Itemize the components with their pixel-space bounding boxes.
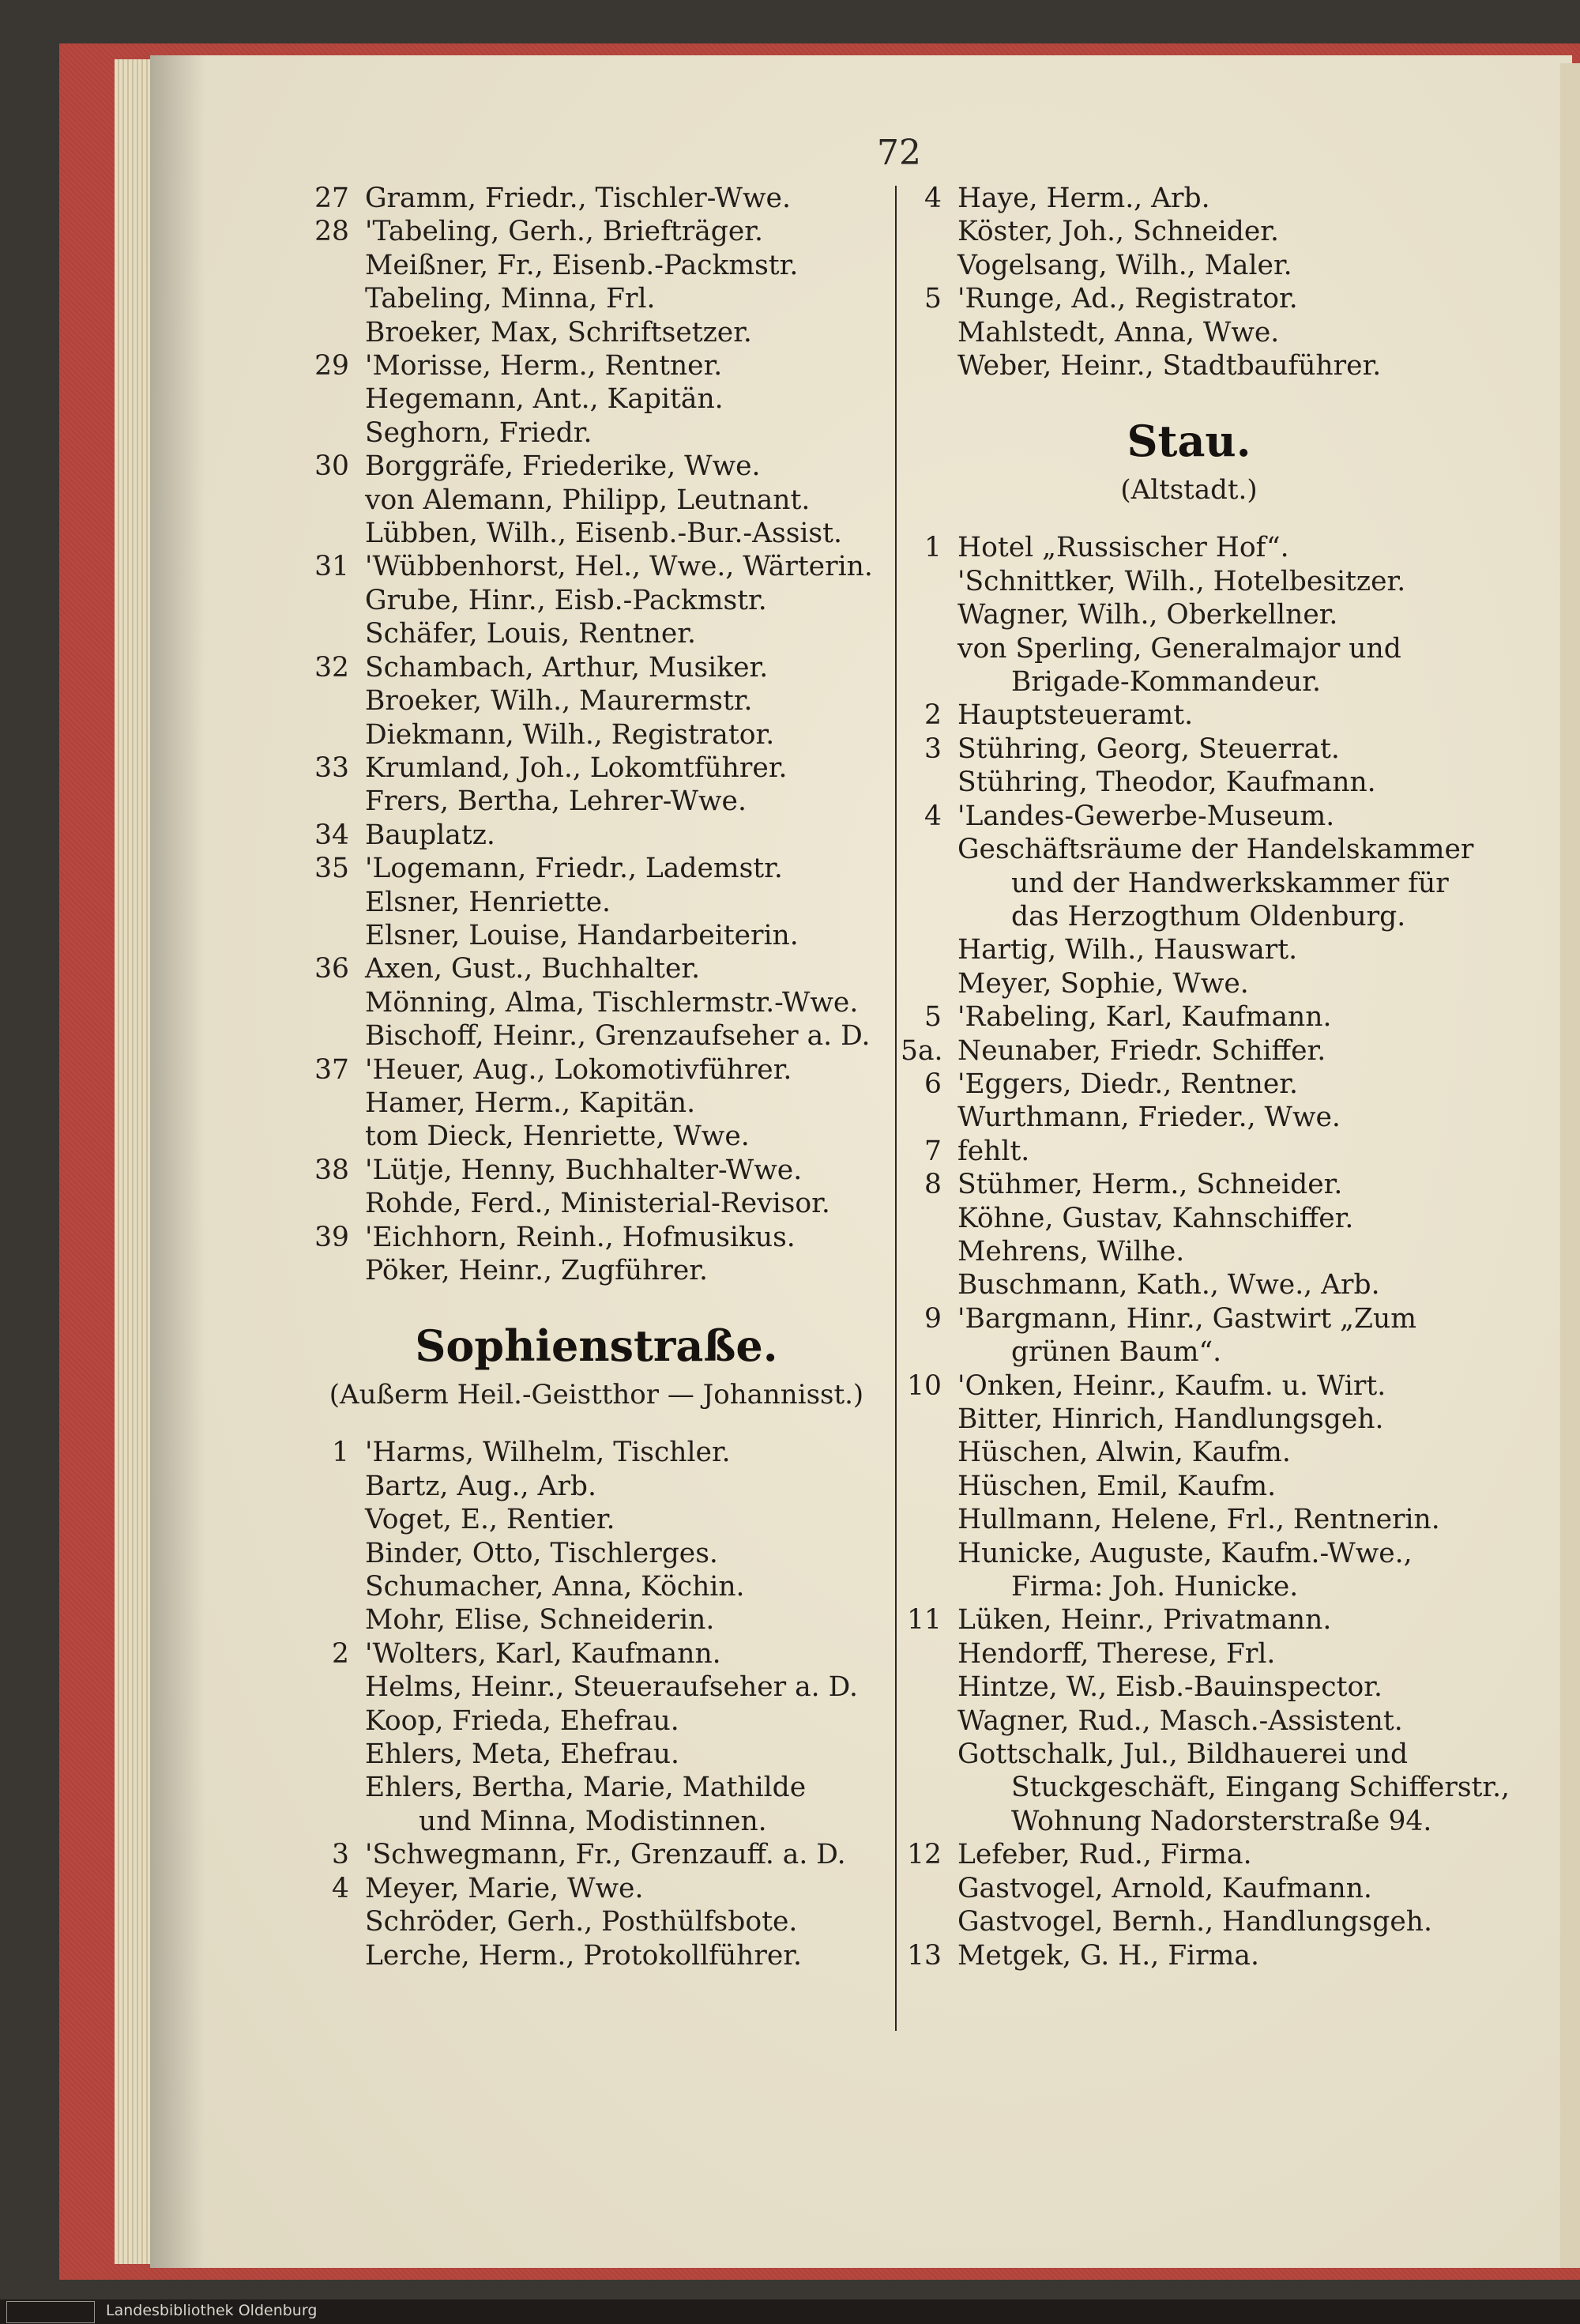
house-number: 29 <box>314 350 349 382</box>
directory-entry <box>308 1019 885 1053</box>
house-number: 37 <box>314 1053 349 1086</box>
house-number: 2 <box>924 699 942 732</box>
directory-entry <box>901 1805 1477 1838</box>
directory-entry <box>308 1120 885 1153</box>
directory-entry <box>901 598 1477 631</box>
resident-text: 'Onken, Heinr., Kaufm. u. Wirt. <box>957 1369 1386 1402</box>
resident-text: Hüschen, Emil, Kaufm. <box>957 1470 1277 1502</box>
directory-entry <box>901 1570 1477 1603</box>
resident-text: Hauptsteueramt. <box>957 699 1194 732</box>
directory-entry <box>308 1187 885 1220</box>
resident-text: 'Heuer, Aug., Lokomotivführer. <box>365 1053 792 1086</box>
resident-text: Wurthmann, Frieder., Wwe. <box>957 1102 1341 1134</box>
directory-entry <box>901 1738 1477 1771</box>
gutter-shadow <box>150 55 205 2268</box>
directory-entry <box>901 1637 1477 1670</box>
directory-entry <box>901 1403 1477 1436</box>
resident-text: Hegemann, Ant., Kapitän. <box>365 383 724 416</box>
house-number: 36 <box>314 953 349 985</box>
resident-text: Binder, Otto, Tischlerges. <box>365 1537 718 1569</box>
house-number: 6 <box>924 1068 942 1100</box>
directory-entry <box>308 651 885 684</box>
resident-text: Hamer, Herm., Kapitän. <box>365 1087 696 1119</box>
directory-entry <box>901 1034 1477 1068</box>
house-number: 31 <box>314 551 349 583</box>
directory-entry <box>308 952 885 985</box>
house-number: 4 <box>924 183 942 214</box>
resident-text: Weber, Heinr., Stadtbauführer. <box>957 350 1382 382</box>
directory-entry <box>308 382 885 416</box>
directory-entry <box>308 584 885 617</box>
directory-entry <box>901 249 1477 282</box>
directory-entry <box>901 1135 1477 1168</box>
resident-text: Schäfer, Louis, Rentner. <box>365 618 696 650</box>
directory-entry <box>308 517 885 550</box>
resident-text: Meißner, Fr., Eisenb.-Packmstr. <box>365 249 799 281</box>
resident-text: tom Dieck, Henriette, Wwe. <box>365 1121 750 1153</box>
house-number: 5 <box>924 1001 942 1034</box>
resident-text: 'Logemann, Friedr., Lademstr. <box>365 853 783 885</box>
section-subheading-sophienstrasse: (Außerm Heil.-Geistthor — Johannisst.) <box>329 1379 864 1411</box>
directory-entry <box>308 1838 885 1871</box>
resident-text: Hullmann, Helene, Frl., Rentnerin. <box>957 1504 1440 1536</box>
directory-entry <box>901 1771 1510 1804</box>
house-number: 3 <box>924 733 942 765</box>
directory-entry <box>308 182 885 215</box>
house-number: 11 <box>907 1604 942 1637</box>
resident-text: 'Tabeling, Gerh., Briefträger. <box>365 216 763 248</box>
resident-text: Köhne, Gustav, Kahnschiffer. <box>957 1202 1354 1234</box>
resident-text: Elsner, Henriette. <box>365 886 611 918</box>
directory-entry <box>308 249 885 282</box>
resident-text: Ehlers, Meta, Ehefrau. <box>365 1738 679 1771</box>
resident-text: Haye, Herm., Arb. <box>957 183 1210 214</box>
stau-entries-list <box>901 531 1510 1972</box>
resident-text: 'Rabeling, Karl, Kaufmann. <box>957 1001 1332 1034</box>
house-number: 33 <box>314 751 349 784</box>
directory-entry <box>901 1101 1477 1134</box>
resident-text: grünen Baum“. <box>1011 1336 1222 1369</box>
resident-text: Firma: Joh. Hunicke. <box>1011 1571 1299 1603</box>
house-number: 38 <box>314 1154 349 1186</box>
directory-entry <box>901 1369 1477 1403</box>
directory-entry <box>901 699 1477 732</box>
directory-entry <box>308 1154 885 1187</box>
resident-text: Wagner, Wilh., Oberkellner. <box>957 599 1338 631</box>
resident-text: Pöker, Heinr., Zugführer. <box>365 1255 708 1286</box>
resident-text: Borggräfe, Friederike, Wwe. <box>365 450 761 483</box>
resident-text: Wagner, Rud., Masch.-Assistent. <box>957 1704 1403 1737</box>
resident-text: Koop, Frieda, Ehefrau. <box>365 1704 679 1737</box>
resident-text: Gottschalk, Jul., Bildhauerei und <box>957 1738 1409 1771</box>
resident-text: Broeker, Wilh., Maurermstr. <box>365 685 753 718</box>
directory-entry <box>308 1254 885 1287</box>
directory-entry <box>901 1335 1477 1369</box>
directory-entry <box>308 819 885 852</box>
directory-entry <box>901 833 1477 866</box>
house-number: 13 <box>907 1939 942 1972</box>
house-number: 28 <box>314 216 349 248</box>
directory-entry <box>901 766 1477 799</box>
resident-text: 'Wübbenhorst, Hel., Wwe., Wärterin. <box>365 551 873 583</box>
directory-entry <box>901 1537 1477 1570</box>
directory-entry <box>901 1939 1477 1972</box>
resident-text: 'Eichhorn, Reinh., Hofmusikus. <box>365 1221 796 1253</box>
directory-entry <box>901 1436 1477 1469</box>
resident-text: 'Wolters, Karl, Kaufmann. <box>365 1637 721 1670</box>
directory-entry <box>308 1939 885 1972</box>
directory-entry <box>901 215 1477 248</box>
resident-text: Bartz, Aug., Arb. <box>365 1470 596 1502</box>
directory-entry <box>901 316 1477 349</box>
house-number: 4 <box>332 1872 349 1904</box>
resident-text: Meyer, Sophie, Wwe. <box>957 967 1249 1000</box>
resident-text: 'Landes-Gewerbe-Museum. <box>957 800 1335 832</box>
resident-text: Stühring, Georg, Steuerrat. <box>957 733 1340 765</box>
house-number: 7 <box>924 1135 942 1167</box>
house-number: 8 <box>924 1169 942 1201</box>
resident-text: Stühmer, Herm., Schneider. <box>957 1169 1343 1201</box>
directory-entry <box>308 1570 885 1603</box>
house-number: 12 <box>907 1839 942 1871</box>
resident-text: das Herzogthum Oldenburg. <box>1011 900 1406 932</box>
sophienstrasse-entries-list <box>308 1436 885 1972</box>
directory-entry <box>901 933 1477 966</box>
resident-text: Axen, Gust., Buchhalter. <box>365 953 701 985</box>
resident-text: 'Runge, Ad., Registrator. <box>957 283 1298 315</box>
directory-entry <box>308 484 885 517</box>
directory-entry <box>901 1905 1477 1938</box>
facing-page-edge <box>1560 63 1580 2268</box>
resident-text: 'Harms, Wilhelm, Tischler. <box>365 1437 731 1469</box>
directory-entry <box>308 1436 885 1469</box>
directory-entry <box>901 800 1477 833</box>
house-number: 10 <box>907 1369 942 1402</box>
directory-entry <box>901 665 1477 699</box>
house-number: 9 <box>924 1302 942 1335</box>
resident-text: Elsner, Louise, Handarbeiterin. <box>365 919 799 951</box>
directory-entry <box>308 852 885 885</box>
resident-text: Schumacher, Anna, Köchin. <box>365 1571 745 1603</box>
house-number: 39 <box>314 1221 349 1253</box>
resident-text: von Alemann, Philipp, Leutnant. <box>365 484 811 516</box>
directory-entry <box>901 1202 1477 1235</box>
directory-entry <box>901 1302 1477 1335</box>
library-name: Landesbibliothek Oldenburg <box>106 2302 318 2319</box>
resident-text: Neunaber, Friedr. Schiffer. <box>957 1034 1326 1067</box>
section-heading-stau: Stau. <box>1127 416 1251 467</box>
directory-entry <box>308 1470 885 1503</box>
resident-text: Geschäftsräume der Handelskammer <box>957 834 1474 866</box>
resident-text: 'Schwegmann, Fr., Grenzauff. a. D. <box>365 1839 846 1871</box>
house-number: 35 <box>314 853 349 885</box>
resident-text: Buschmann, Kath., Wwe., Arb. <box>957 1269 1380 1301</box>
directory-entry <box>308 1053 885 1087</box>
resident-text: Hintze, W., Eisb.-Bauinspector. <box>957 1671 1382 1704</box>
resident-text: und Minna, Modistinnen. <box>419 1805 767 1837</box>
resident-text: Lüken, Heinr., Privatmann. <box>957 1604 1332 1637</box>
right-top-entries-list <box>901 182 1477 382</box>
resident-text: 'Lütje, Henny, Buchhalter-Wwe. <box>365 1154 803 1186</box>
directory-entry <box>901 733 1477 766</box>
directory-entry <box>308 349 885 382</box>
resident-text: Seghorn, Friedr. <box>365 416 592 449</box>
house-number: 27 <box>314 183 349 214</box>
resident-text: Gramm, Friedr., Tischler-Wwe. <box>365 183 791 214</box>
directory-entry <box>308 1637 885 1670</box>
house-number: 30 <box>314 450 349 483</box>
directory-entry <box>308 1905 885 1938</box>
column-divider <box>895 186 897 2031</box>
directory-entry <box>901 1268 1477 1301</box>
resident-text: Voget, E., Rentier. <box>365 1504 615 1536</box>
resident-text: Gastvogel, Bernh., Handlungsgeh. <box>957 1906 1432 1938</box>
section-heading-sophienstrasse: Sophienstraße. <box>415 1320 778 1372</box>
house-number: 34 <box>314 819 349 851</box>
resident-text: Mahlstedt, Anna, Wwe. <box>957 316 1280 348</box>
directory-entry <box>308 1603 885 1637</box>
house-number: 1 <box>924 532 942 564</box>
directory-entry <box>308 1221 885 1254</box>
resident-text: Bischoff, Heinr., Grenzaufseher a. D. <box>365 1020 871 1053</box>
directory-entry <box>901 867 1477 900</box>
directory-entry <box>308 282 885 315</box>
directory-entry <box>308 316 885 349</box>
resident-text: 'Bargmann, Hinr., Gastwirt „Zum <box>957 1302 1416 1335</box>
resident-text: Metgek, G. H., Firma. <box>957 1939 1259 1972</box>
resident-text: Rohde, Ferd., Ministerial-Revisor. <box>365 1188 830 1220</box>
resident-text: Lerche, Herm., Protokollführer. <box>365 1939 802 1972</box>
house-number: 32 <box>314 651 349 684</box>
directory-entry <box>308 986 885 1019</box>
directory-entry <box>901 1603 1477 1637</box>
left-entries-list <box>308 182 885 1287</box>
directory-entry <box>901 182 1477 215</box>
house-number: 3 <box>332 1839 349 1871</box>
resident-text: Hotel „Russischer Hof“. <box>957 532 1289 564</box>
resident-text: Tabeling, Minna, Frl. <box>365 283 656 315</box>
resident-text: 'Morisse, Herm., Rentner. <box>365 350 723 382</box>
directory-entry <box>901 1670 1477 1704</box>
resident-text: Schambach, Arthur, Musiker. <box>365 651 769 684</box>
directory-entry <box>901 1838 1477 1871</box>
directory-entry <box>308 919 885 952</box>
directory-entry <box>308 718 885 751</box>
directory-entry <box>308 886 885 919</box>
directory-entry <box>901 900 1477 933</box>
resident-text: Ehlers, Bertha, Marie, Mathilde <box>365 1772 807 1804</box>
resident-text: 'Schnittker, Wilh., Hotelbesitzer. <box>957 565 1406 597</box>
directory-entry <box>901 1168 1477 1201</box>
house-number: 2 <box>332 1637 349 1670</box>
page-number: 72 <box>877 133 921 173</box>
resident-text: Mehrens, Wilhe. <box>957 1235 1185 1267</box>
directory-entry <box>308 1503 885 1536</box>
directory-entry <box>308 1087 885 1120</box>
directory-entry <box>901 967 1477 1000</box>
directory-entry <box>901 632 1477 665</box>
directory-entry <box>901 282 1477 315</box>
directory-entry <box>308 416 885 450</box>
directory-entry <box>308 450 885 483</box>
resident-text: Vogelsang, Wilh., Maler. <box>957 249 1292 281</box>
resident-text: 'Eggers, Diedr., Rentner. <box>957 1068 1298 1100</box>
resident-text: Hartig, Wilh., Hauswart. <box>957 934 1298 966</box>
resident-text: Hunicke, Auguste, Kaufm.-Wwe., <box>957 1537 1413 1569</box>
resident-text: Schröder, Gerh., Posthülfsbote. <box>365 1906 798 1938</box>
directory-entry <box>901 1068 1477 1101</box>
house-number: 1 <box>332 1437 349 1469</box>
directory-entry <box>308 550 885 583</box>
resident-text: Köster, Joh., Schneider. <box>957 216 1279 248</box>
directory-entry <box>901 565 1477 598</box>
directory-entry <box>308 1670 885 1704</box>
directory-entry <box>308 215 885 248</box>
resident-text: Gastvogel, Arnold, Kaufmann. <box>957 1872 1372 1904</box>
resident-text: und der Handwerkskammer für <box>1011 867 1449 899</box>
resident-text: Helms, Heinr., Steueraufseher a. D. <box>365 1671 858 1704</box>
resident-text: Mohr, Elise, Schneiderin. <box>365 1604 715 1637</box>
resident-text: Frers, Bertha, Lehrer-Wwe. <box>365 785 747 818</box>
section-subheading-stau: (Altstadt.) <box>1120 474 1258 507</box>
resident-text: Lübben, Wilh., Eisenb.-Bur.-Assist. <box>365 518 842 550</box>
directory-entry <box>901 1704 1477 1738</box>
directory-entry <box>308 1805 885 1838</box>
resident-text: Krumland, Joh., Lokomtführer. <box>365 751 788 784</box>
directory-entry <box>308 1872 885 1905</box>
resident-text: Lefeber, Rud., Firma. <box>957 1839 1252 1871</box>
house-number: 5 <box>924 283 942 315</box>
right-column <box>901 182 1510 1972</box>
directory-entry <box>308 1537 885 1570</box>
directory-entry <box>901 1000 1477 1034</box>
directory-entry <box>901 531 1477 564</box>
resident-text: Hüschen, Alwin, Kaufm. <box>957 1437 1291 1469</box>
resident-text: Wohnung Nadorsterstraße 94. <box>1011 1805 1432 1837</box>
directory-entry <box>901 349 1477 382</box>
resident-text: Bauplatz. <box>365 819 495 851</box>
resident-text: Stuckgeschäft, Eingang Schifferstr., <box>1011 1772 1510 1804</box>
left-column <box>308 182 885 1972</box>
house-number: 4 <box>924 800 942 832</box>
directory-entry <box>901 1872 1477 1905</box>
directory-entry <box>308 1771 885 1804</box>
resident-text: Broeker, Max, Schriftsetzer. <box>365 316 752 348</box>
directory-entry <box>308 751 885 785</box>
directory-entry <box>308 684 885 718</box>
resident-text: Bitter, Hinrich, Handlungsgeh. <box>957 1403 1384 1435</box>
resident-text: Grube, Hinr., Eisb.-Packmstr. <box>365 584 767 616</box>
resident-text: Diekmann, Wilh., Registrator. <box>365 718 775 751</box>
house-number: 5a. <box>901 1034 943 1067</box>
directory-entry <box>308 1738 885 1771</box>
resident-text: Hendorff, Therese, Frl. <box>957 1637 1276 1670</box>
resident-text: Mönning, Alma, Tischlermstr.-Wwe. <box>365 986 859 1019</box>
directory-entry <box>901 1470 1477 1503</box>
directory-entry <box>901 1503 1477 1536</box>
resident-text: Stühring, Theodor, Kaufmann. <box>957 767 1376 799</box>
directory-entry <box>901 1235 1477 1268</box>
resident-text: Meyer, Marie, Wwe. <box>365 1872 644 1904</box>
directory-entry <box>308 617 885 650</box>
directory-entry <box>308 785 885 818</box>
resident-text: von Sperling, Generalmajor und <box>957 632 1401 665</box>
resident-text: fehlt. <box>957 1135 1030 1167</box>
directory-entry <box>308 1704 885 1738</box>
library-logo-icon <box>6 2301 95 2323</box>
resident-text: Brigade-Kommandeur. <box>1011 666 1321 699</box>
